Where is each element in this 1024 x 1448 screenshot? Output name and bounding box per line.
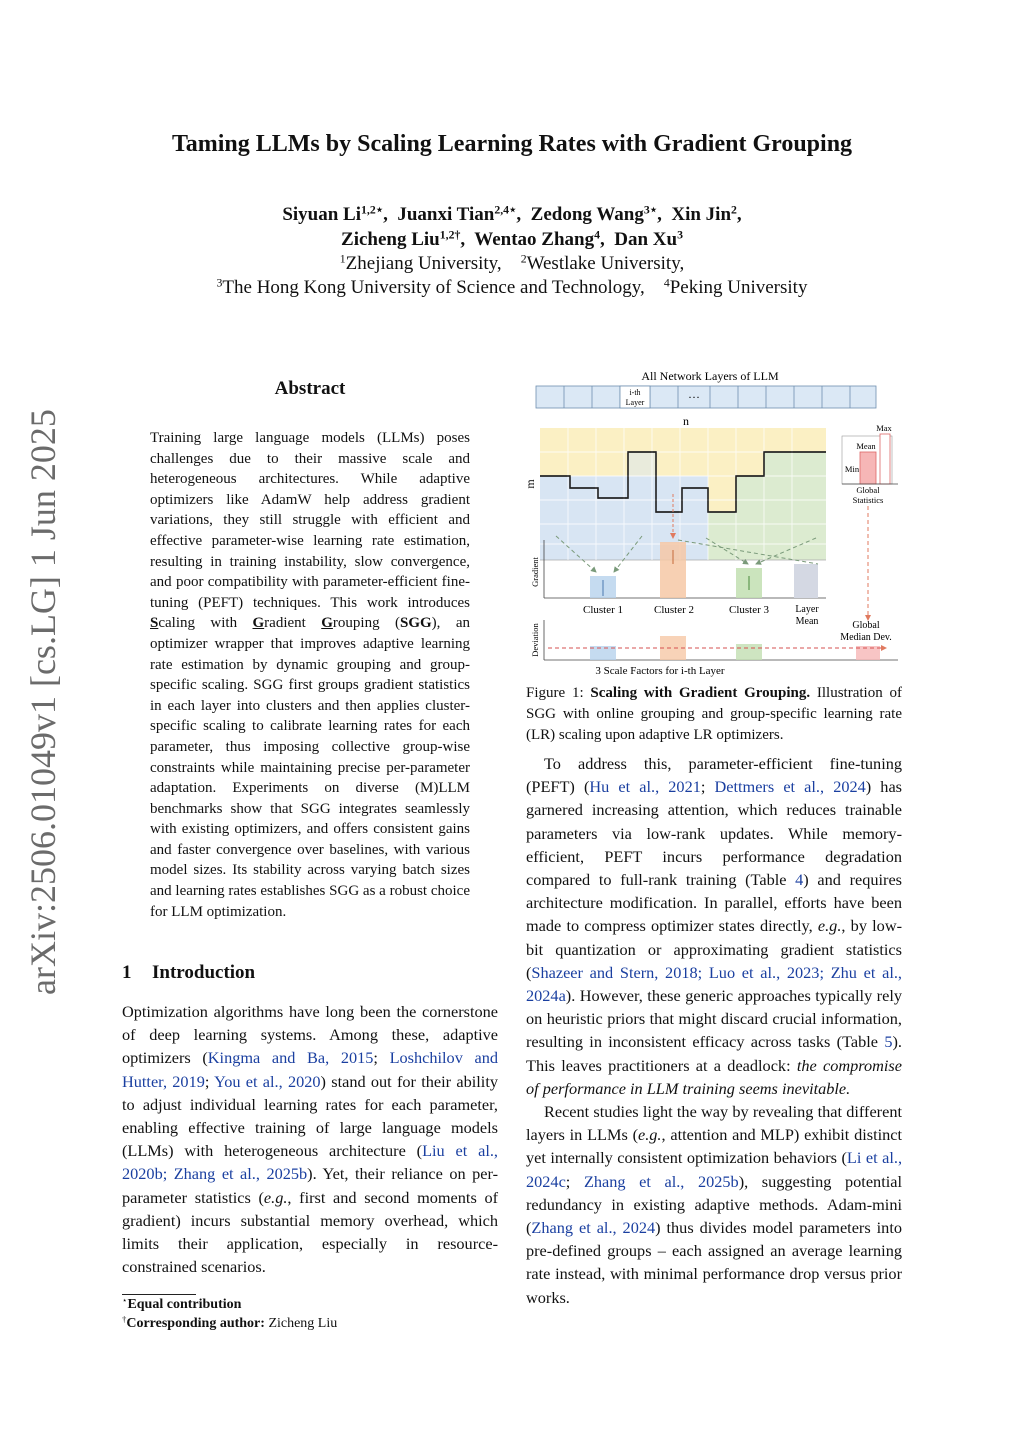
footnote-text: Zicheng Liu [264,1316,338,1331]
deviation-axis-label: Deviation [530,623,540,657]
author: Xin Jin [671,204,732,225]
body-text: To address this, parameter-efficient fine-tuning (PEFT) ( [526,754,902,797]
cluster3-dev-bar [736,644,762,660]
affiliation-line-2 [0,277,1024,299]
arxiv-stamp: arXiv:2506.01049v1 [cs.LG] 1 Jun 2025 [23,409,63,995]
author-sup: 1,2† [439,228,461,242]
layer-mean-label: Layer [795,604,819,615]
affiliation-line-1 [0,253,1024,275]
footnote-rule [122,1294,196,1295]
global-median-label: Global [852,620,880,631]
author: Zicheng Liu [341,229,440,250]
caption-title: Scaling with Gradient Grouping. [590,685,811,701]
cluster2-label: Cluster 2 [653,604,695,616]
body-text: ). However, these generic approaches typically rely on heuristic priors that might discard crucial information, resulting in inconsistent efficacy across tasks (Table [526,986,902,1052]
global-stats-label: Statistics [852,495,884,505]
m-label: m [523,479,537,489]
footnote-mark: ⋆ [122,1295,128,1306]
abstract-text: rouping ( [332,615,400,632]
ith-layer-label: i-th [629,388,641,397]
sgg-acronym: SGG [399,615,432,632]
affiliation: Zhejiang University, [345,253,502,274]
table-ref-link[interactable]: 5 [884,1032,893,1052]
body-text: e.g. [817,916,842,936]
author: Dan Xu [614,229,678,250]
body-text: , by low-bit quantization or approximating gradient statistics ( [526,916,902,982]
right-column-text [526,752,902,1309]
citation-link[interactable]: Dettmers et al., 2024 [714,777,866,797]
footnote-mark: † [122,1314,127,1325]
figure-sgg-diagram [523,364,906,680]
author: Juanxi Tian [397,204,495,225]
top-label: All Network Layers of LLM [641,369,779,383]
cluster3-label: Cluster 3 [728,604,770,616]
body-text: ) has garnered increasing attention, which reduces trainable parameters via low-rank updates. While memory-efficient, PEFT incurs performance degradation compared to full-rank training (Table [526,777,903,890]
body-text: ; [565,1171,584,1191]
citation-link[interactable]: Kingma and Ba, 2015 [207,1048,374,1068]
footnote-text: Corresponding author: [126,1316,265,1331]
author-sup: 2,4⋆ [494,203,517,217]
section-number: 1 [122,962,132,983]
affil-sup: 2 [520,252,527,266]
figure-caption [526,683,902,746]
citation-link[interactable]: You et al., 2020 [214,1071,321,1091]
layer-mean-label: Mean [795,616,819,627]
body-text: e.g. [263,1187,288,1207]
sgg-letter: G [252,615,265,632]
body-text: ) and requires architecture modification. In parallel, efforts have been made to compress optimizer states directly, [526,870,903,936]
section-heading [122,962,255,984]
body-text: ), suggesting potential redundancy in existing adaptive methods. Adam-mini ( [526,1171,902,1238]
section-title: Introduction [152,962,256,983]
affiliation: Westlake University, [526,253,685,274]
min-label: Min [844,464,860,474]
body-text: ; [204,1071,215,1091]
abstract-heading: Abstract [274,378,346,399]
affil-sup: 4 [663,276,670,290]
paper-title: Taming LLMs by Scaling Learning Rates with Gradient Grouping [171,131,853,157]
abstract-text: Training large language models (LLMs) poses challenges due to their massive scale and heterogeneous architectures. While adaptive optimizers like AdamW help address gradient variations, they still struggle with efficient and effective parameter-wise learning rate estimation, resulting in training instability, slow convergence, and poor compatibility with parameter-efficient fine-tuning (PEFT) techniques. This work introduces [150,430,470,611]
body-text: e.g. [638,1125,662,1145]
parameter-matrix [540,428,826,560]
citation-link[interactable]: Loshchilov and Hutter, 2019 [122,1048,498,1091]
citation-link[interactable]: Zhang et al., 2024 [531,1218,656,1238]
citation-link[interactable]: Hu et al., 2021 [589,777,701,797]
body-text: Optimization algorithms have long been the cornerstone of deep learning systems. Among these, adaptive optimizers ( [122,1002,498,1068]
author: Siyuan Li [282,204,362,225]
abstract-text: ), an optimizer wrapper that improves adaptive learning rate estimation by dynamic grouping and group-specific scaling. SGG first groups gradient statistics in each layer into clusters and then applies cluster-specific scaling to calibrate learning rates for each parameter, thus imposing collective group-wise constraints while maintaining precise per-parameter adaptation. Experiments on diverse (M)LLM benchmarks show that SGG integrates seamlessly with existing optimizers, and offers consistent gains and faster convergence over baselines, with various model sizes. Its stability across varying batch sizes and learning rates establishes SGG as a robust choice for LLM optimization. [150,615,470,920]
author-line-1: Siyuan $Li^{1,2⋆}$, Juanxi Tian$^{2,4⋆}$, Zedong Wang$^{3⋆}$, Xin Jin$^2$, [282,203,742,225]
affil-sup: 1 [339,252,346,266]
author-sup: 2 [731,203,737,217]
abstract-text: radient [264,615,322,632]
paragraph [526,752,902,1100]
caption-label: Figure 1: [526,685,591,701]
body-text: ) stand out for their ability to adjust individual learning rates for each parameter, enabling effective training of large language models (LLMs) with heterogeneous architecture ( [122,1071,498,1161]
caption-text: Illustration of SGG with online grouping and group-specific learning rate (LR) scaling upon adaptive LR optimizers. [526,685,902,743]
abstract-text: caling with [158,615,253,632]
body-text: ). This leaves practitioners at a deadlock: [526,1032,902,1075]
affiliation: The Hong Kong University of Science and Technology, [222,277,645,298]
layer-strip [536,386,876,408]
sgg-letter: S [150,615,159,632]
mean-label: Mean [856,441,876,451]
body-text: ). Yet, their reliance on per-parameter statistics ( [122,1164,498,1207]
gradient-axis-label: Gradient [530,557,540,587]
body-text: ) thus divides model parameters into pre-defined groups – each assigned an average learning rate instead, with minimal performance drop versus prior works. [526,1218,902,1307]
citation-link[interactable]: Shazeer and Stern, 2018; Luo et al., 2023; Zhu et al., 2024a [526,962,902,1006]
citation-link[interactable]: Li et al., 2024c [526,1148,903,1191]
author-sup: 4 [594,228,600,242]
citation-link[interactable]: Zhang et al., 2025b [583,1171,739,1191]
cluster1-label: Cluster 1 [582,604,624,616]
footnote-text: Equal contribution [127,1297,242,1312]
table-ref-link[interactable]: 4 [795,870,804,890]
ellipsis: ··· [688,390,700,404]
body-text: , first and second moments of gradient) incurs substantial memory overhead, which limits their application, especially in resource-constrained scenarios. [122,1187,499,1277]
body-text: , attention and MLP) exhibit distinct yet internally consistent optimization behaviors ( [526,1125,903,1168]
author-sup: 3 [677,228,683,242]
ith-layer-label: Layer [625,398,645,407]
body-text: Recent studies light the way by revealing that different layers in LLMs ( [526,1102,902,1145]
intro-paragraph [122,1000,498,1278]
author-sup: 1,2⋆ [361,203,384,217]
body-text: ; [373,1048,390,1068]
global-stats-label: Global [856,485,880,495]
author-sup: 3⋆ [643,203,658,217]
max-label: Max [876,423,892,433]
body-text: ; [700,777,715,797]
abstract-body [150,428,470,922]
scale-factors-label: 3 Scale Factors for i-th Layer [595,665,725,677]
footnote-equal [122,1297,241,1313]
footnote-corresponding [122,1316,337,1332]
author: Wentao Zhang [474,229,595,250]
affiliation: Peking University [669,277,808,298]
affil-sup: 3 [216,276,223,290]
author: Zedong Wang [530,204,644,225]
sgg-letter: G [321,615,333,632]
citation-link[interactable]: Liu et al., 2020b; Zhang et al., 2025b [122,1141,498,1184]
layer-mean-bar [794,564,818,598]
n-label: n [683,414,689,428]
paragraph [526,1100,902,1309]
author-line-2: Zicheng Liu$^{1,2\dagger}$, Wentao Zhang$^4$, Dan Xu$^3$ [341,228,683,250]
emphasis-text: the compromise of performance in LLM training seems inevitable. [526,1055,902,1098]
global-median-label: Median Dev. [840,632,892,643]
